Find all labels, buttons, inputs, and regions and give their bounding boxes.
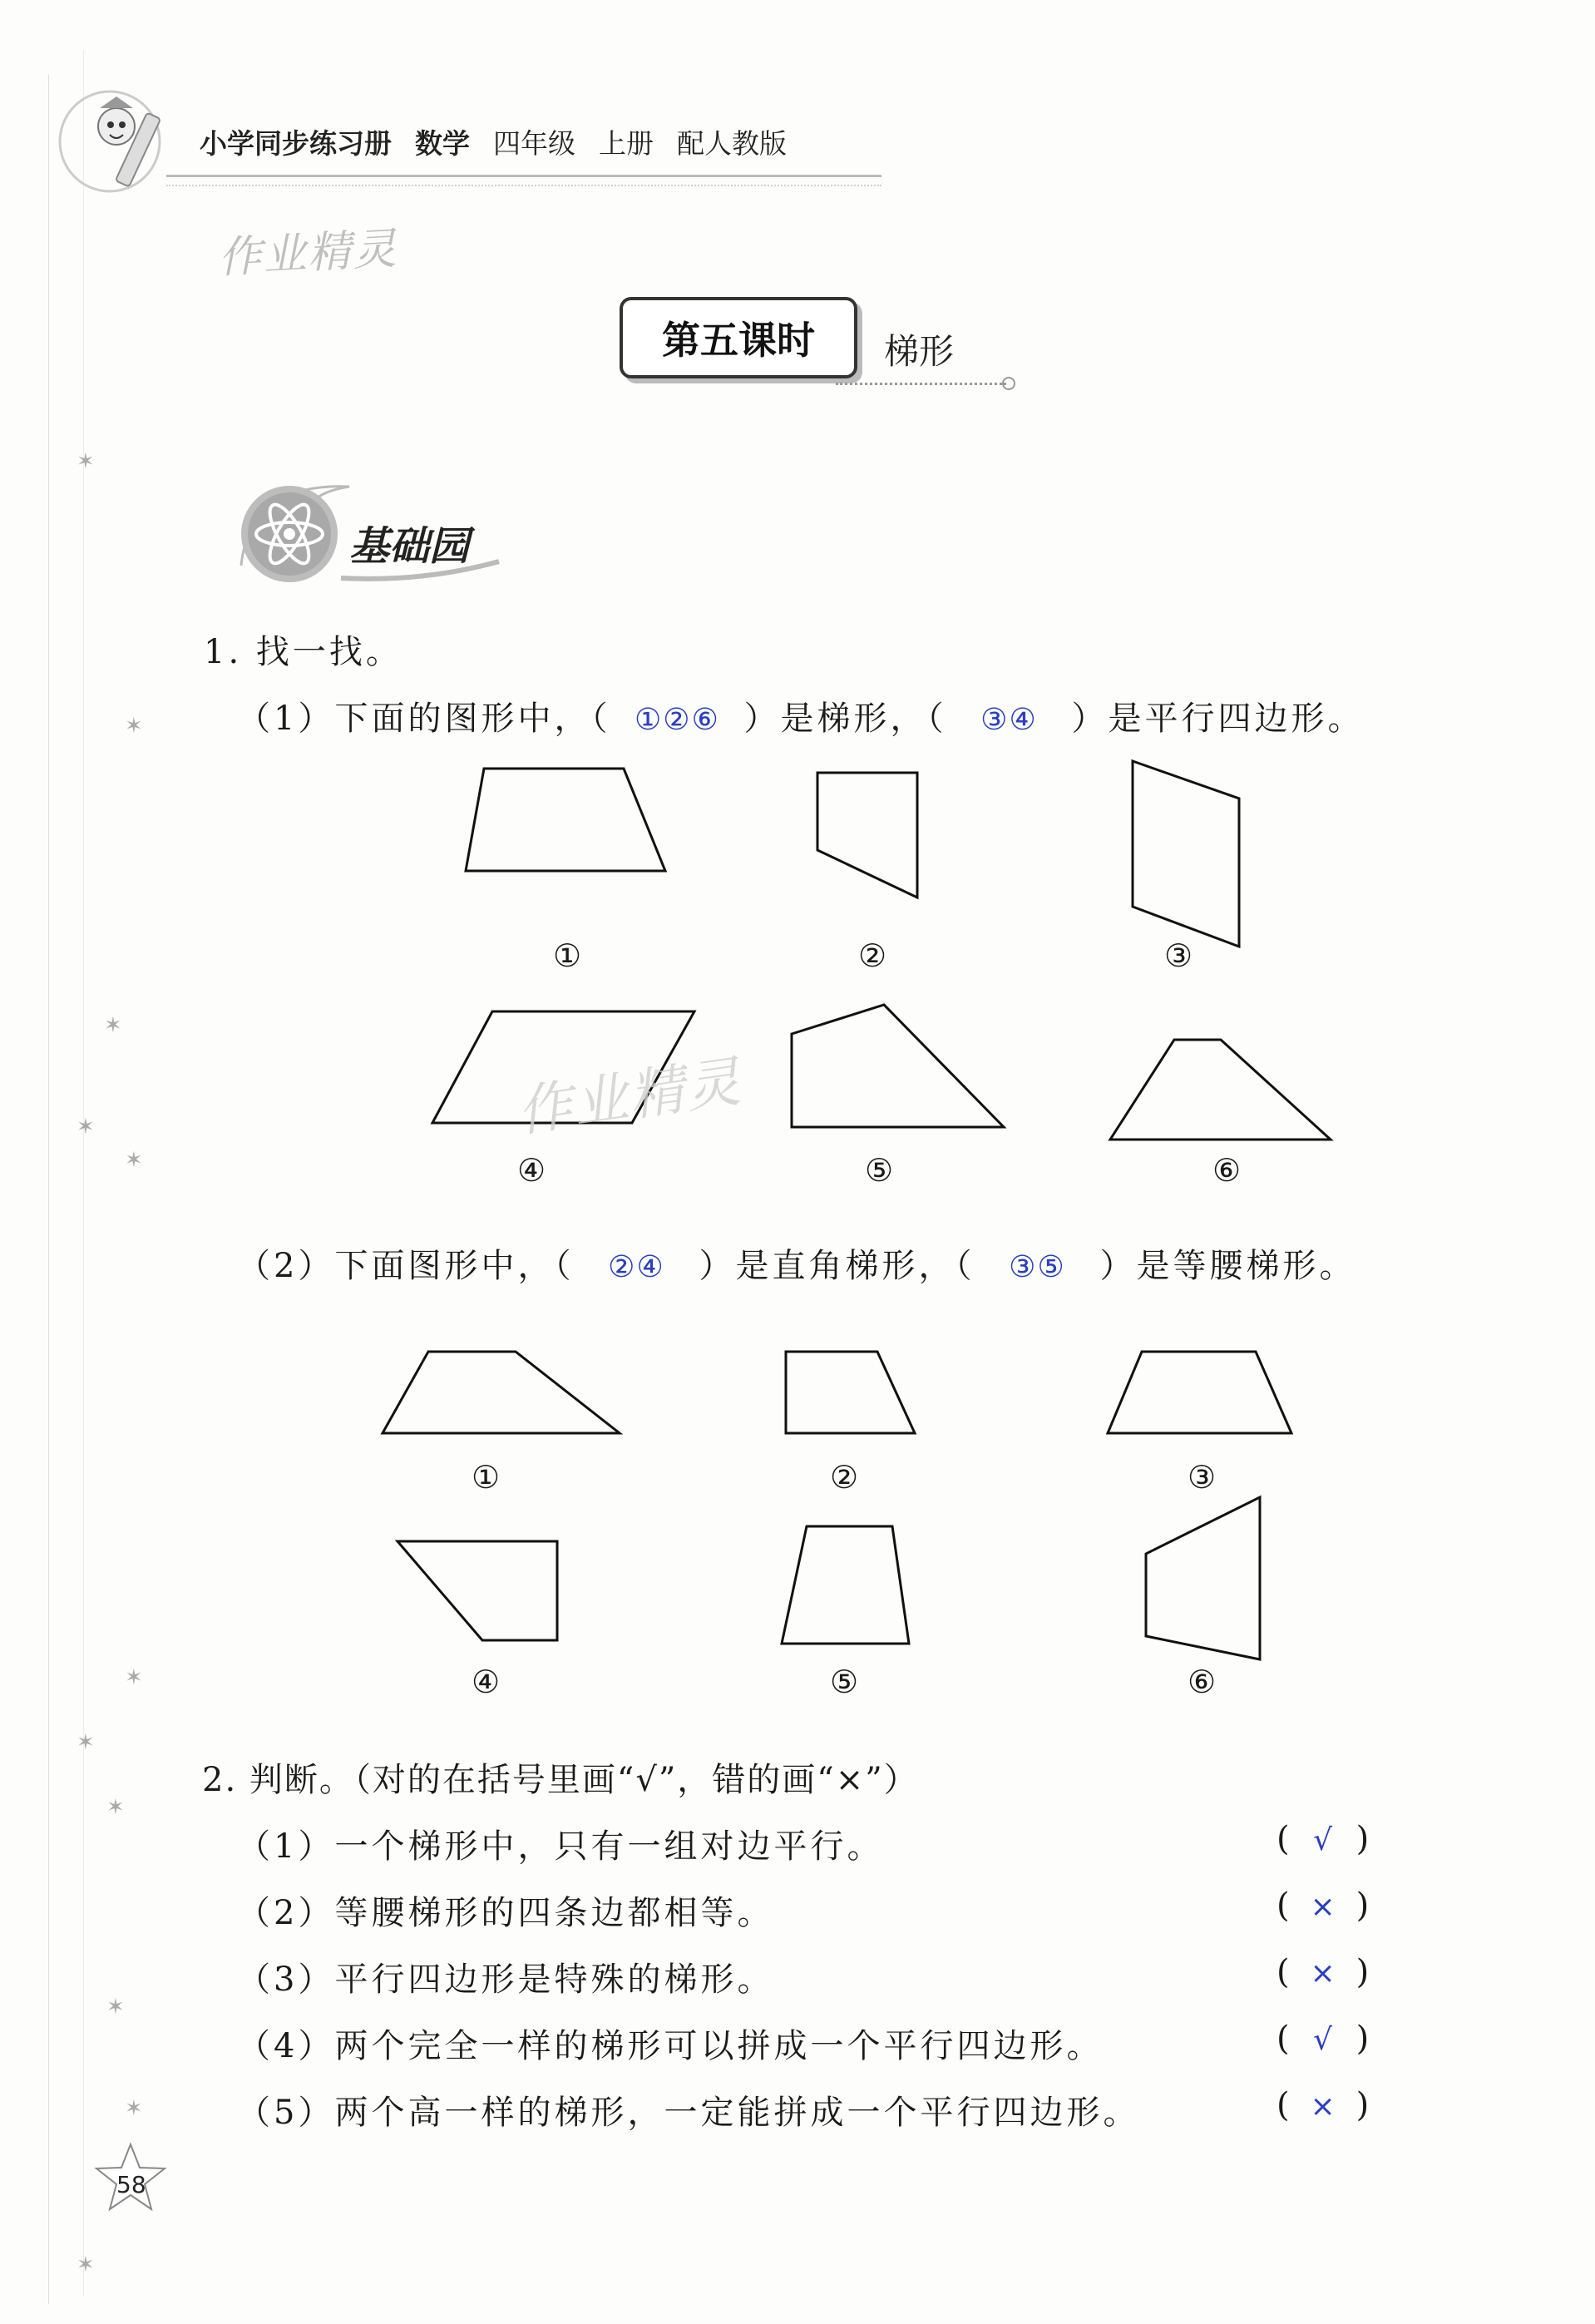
answer-parallelogram: ③④ bbox=[980, 703, 1038, 737]
lesson-label: 第五课时 bbox=[620, 297, 857, 378]
q1-part2-prefix: （2）下面图形中，（ bbox=[237, 1247, 575, 1285]
judge-item-text: （1）一个梯形中，只有一组对边平行。 bbox=[237, 1827, 884, 1866]
q1p1-shape-3 bbox=[1133, 761, 1239, 947]
star-icon: ✶ bbox=[77, 1115, 95, 1140]
q1-part2-suffix: ）是等腰梯形。 bbox=[1099, 1247, 1356, 1285]
star-icon: ✶ bbox=[77, 449, 95, 474]
judge-mark: √ bbox=[1313, 2023, 1333, 2057]
star-icon: ✶ bbox=[125, 714, 143, 739]
judge-answer: ( √ ) bbox=[1276, 2020, 1370, 2058]
judge-mark: × bbox=[1310, 2089, 1336, 2124]
shape-label: ② bbox=[858, 937, 887, 974]
judge-item-text: （2）等腰梯形的四条边都相等。 bbox=[237, 1894, 774, 1932]
judge-mark: × bbox=[1310, 1956, 1336, 1990]
shape-label: ⑥ bbox=[1212, 1152, 1242, 1189]
q1p2-shape-6 bbox=[1146, 1497, 1260, 1659]
lesson-topic: 梯形 bbox=[884, 331, 955, 372]
q1-part1-middle: ）是梯形，（ bbox=[743, 700, 947, 738]
watermark: 作业精灵 bbox=[512, 1049, 746, 1145]
shape-label: ③ bbox=[1164, 937, 1193, 974]
star-icon: ✶ bbox=[125, 1148, 143, 1173]
q2-title: 2. 判断。（对的在括号里画“√”，错的画“×”） bbox=[202, 1761, 919, 1799]
shape-label: ⑤ bbox=[830, 1664, 859, 1700]
star-icon: ✶ bbox=[77, 2252, 95, 2277]
term-label: 上册 bbox=[599, 126, 654, 160]
q1-part2 bbox=[237, 1239, 1356, 1287]
judge-mark: √ bbox=[1313, 1823, 1333, 1857]
shape-label: ⑤ bbox=[865, 1152, 894, 1189]
shape-label: ② bbox=[830, 1459, 859, 1496]
q1-title: 1. 找一找。 bbox=[204, 633, 402, 671]
shape-label: ① bbox=[553, 937, 582, 974]
judge-answer: ( × ) bbox=[1276, 1953, 1370, 1991]
book-title: 小学同步练习册 bbox=[200, 126, 392, 160]
section-title: 基础园 bbox=[349, 523, 470, 570]
answer-isosceles-trapezoid: ③⑤ bbox=[1009, 1250, 1066, 1284]
judge-mark: × bbox=[1310, 1890, 1336, 1924]
shape-label: ④ bbox=[472, 1664, 501, 1700]
page-number bbox=[93, 2141, 168, 2216]
judge-item-text: （4）两个完全一样的梯形可以拼成一个平行四边形。 bbox=[237, 2027, 1104, 2065]
shape-label: ④ bbox=[517, 1152, 546, 1189]
q1p2-shape-2 bbox=[786, 1352, 915, 1433]
judge-item-text: （5）两个高一样的梯形，一定能拼成一个平行四边形。 bbox=[237, 2094, 1140, 2132]
judge-item-text: （3）平行四边形是特殊的梯形。 bbox=[237, 1961, 774, 1999]
q1-part1-suffix: ）是平行四边形。 bbox=[1071, 700, 1365, 738]
shape-label: ⑥ bbox=[1188, 1664, 1217, 1700]
q1p1-shape-6 bbox=[1110, 1040, 1331, 1140]
edition-label: 配人教版 bbox=[677, 126, 787, 160]
judge-answer: ( √ ) bbox=[1276, 1820, 1370, 1858]
subject-label: 数学 bbox=[415, 126, 470, 160]
answer-right-trapezoid: ②④ bbox=[608, 1250, 665, 1284]
judge-answer: ( × ) bbox=[1276, 1886, 1370, 1925]
star-icon: ✶ bbox=[106, 1795, 125, 1820]
star-icon: ✶ bbox=[104, 1013, 122, 1038]
page-number-text: 58 bbox=[116, 2171, 146, 2198]
q1p2-shape-5 bbox=[782, 1526, 909, 1644]
star-icon: ✶ bbox=[77, 1730, 95, 1755]
shape-label: ③ bbox=[1188, 1459, 1217, 1496]
q1-part2-middle: ）是直角梯形，（ bbox=[699, 1247, 975, 1285]
q1p1-shape-5 bbox=[792, 1005, 1004, 1127]
watermark: 作业精灵 bbox=[216, 224, 399, 284]
star-icon: ✶ bbox=[125, 2096, 143, 2121]
q1p2-shape-4 bbox=[398, 1541, 557, 1640]
q1p1-shape-2 bbox=[817, 773, 917, 897]
grade-label: 四年级 bbox=[493, 126, 575, 160]
shape-label: ① bbox=[472, 1459, 501, 1496]
star-icon: ✶ bbox=[106, 1995, 125, 2020]
q1p1-shape-1 bbox=[466, 769, 665, 871]
star-icon: ✶ bbox=[125, 1665, 143, 1690]
q1p2-shape-1 bbox=[383, 1352, 620, 1433]
q1p2-shape-3 bbox=[1108, 1352, 1291, 1433]
judge-answer: ( × ) bbox=[1276, 2086, 1370, 2124]
q1-part1-prefix: （1）下面的图形中，（ bbox=[237, 700, 611, 738]
answer-trapezoid: ①②⑥ bbox=[635, 703, 720, 737]
